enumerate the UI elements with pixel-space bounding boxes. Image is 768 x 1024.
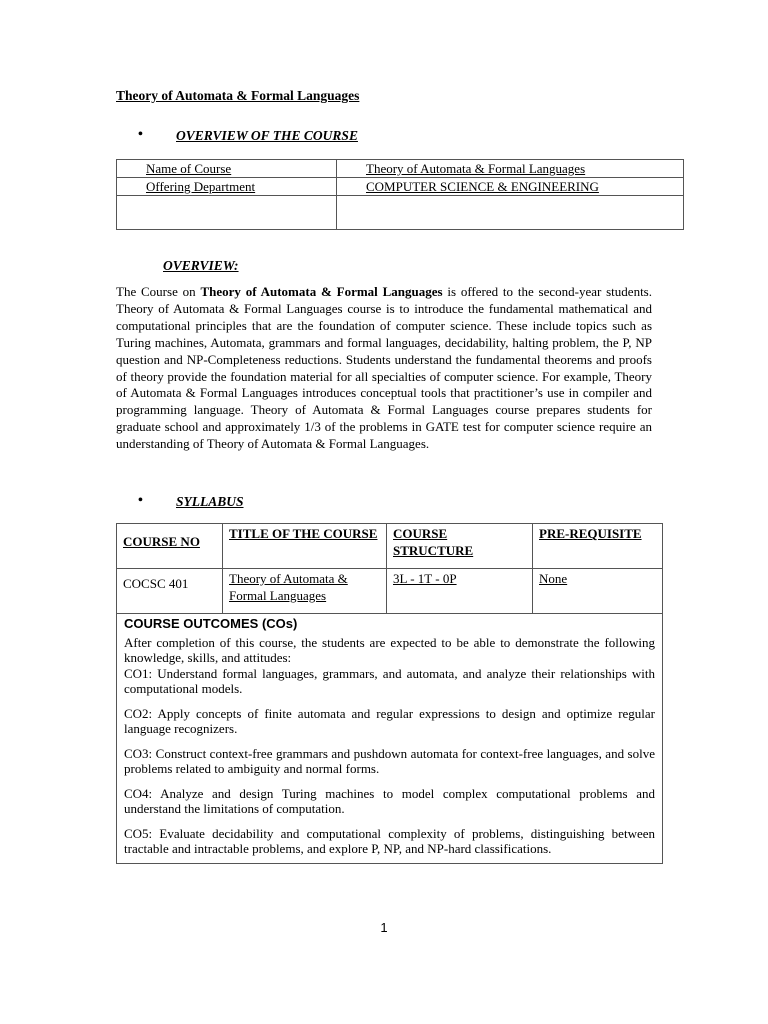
table-row-empty (117, 196, 684, 230)
table-cell-label: Offering Department (117, 178, 337, 196)
table-row (117, 160, 684, 178)
bullet-icon: • (138, 127, 143, 142)
document-title: Theory of Automata & Formal Languages (116, 88, 360, 103)
section-heading-text: OVERVIEW OF THE COURSE (176, 128, 358, 143)
course-outcomes-heading: COURSE OUTCOMES (COs) (124, 616, 298, 631)
table-cell-value: Theory of Automata & Formal Languages (337, 160, 684, 178)
bullet-icon: • (138, 493, 143, 508)
overview-paragraph: The Course on Theory of Automata & Formal Languages is offered to the second-year students. Theory of Automata & Formal Languages course is to introduce the fundamental mathematical and computational principles that are the foundation of computer science. These include topics such as Turing machines, Automata, grammars and formal languages, decidability, halting problem, the P, NP question and NP-Completeness reductions. Students understand the fundamental theorems and proofs of theory provide the foundation material for all specialties of computer science. For example, Theory of Automata & Formal Languages introduces conceptual tools that practitioner’s use in compiler and programming language. Theory of Automata & Formal Languages course prepares students for graduate school and approximately 1/3 of the problems in GATE test for computer science require an understanding of Theory of Automata & Formal Languages. (116, 284, 652, 452)
course-outcome-item: CO4: Analyze and design Turing machines to model complex computational problems and understand the limitations of computation. (124, 785, 655, 816)
table-cell-label: Name of Course (117, 160, 337, 178)
header-prerequisite: PRE-REQUISITE (533, 524, 663, 569)
cell-title: Theory of Automata & Formal Languages (223, 569, 387, 614)
cell-course-no: COCSC 401 (117, 569, 223, 614)
course-outcome-item: CO1: Understand formal languages, grammars, and automata, and analyze their relationships with computational models. (124, 665, 655, 696)
course-outcome-item: CO5: Evaluate decidability and computational complexity of problems, distinguishing between tractable and intractable problems, and explore P, NP, and NP-hard classifications. (124, 825, 655, 856)
course-name-bold: Theory of Automata & Formal Languages (200, 284, 443, 299)
page-number: 1 (380, 920, 388, 935)
course-outcomes-row (117, 614, 663, 864)
course-outcomes-cell (117, 614, 663, 864)
table-row (117, 569, 663, 614)
table-cell-value: COMPUTER SCIENCE & ENGINEERING (337, 178, 684, 196)
section-heading-text: SYLLABUS (176, 494, 244, 509)
table-header-row (117, 524, 663, 569)
table-row (117, 178, 684, 196)
cell-structure: 3L - 1T - 0P (387, 569, 533, 614)
header-structure: COURSE STRUCTURE (387, 524, 533, 569)
course-overview-table (116, 159, 684, 230)
course-outcomes-intro: After completion of this course, the students are expected to be able to demonstrate the following knowledge, skills, and attitudes: (124, 634, 655, 665)
syllabus-table (116, 523, 663, 864)
course-outcome-item: CO3: Construct context-free grammars and pushdown automata for context-free languages, and solve problems related to ambiguity and normal forms. (124, 745, 655, 776)
table-cell-value (337, 196, 684, 230)
cell-prerequisite: None (533, 569, 663, 614)
course-outcome-item: CO2: Apply concepts of finite automata and regular expressions to design and optimize regular language recognizers. (124, 705, 655, 736)
header-title: TITLE OF THE COURSE (223, 524, 387, 569)
table-cell-label (117, 196, 337, 230)
overview-heading: OVERVIEW: (163, 258, 239, 273)
header-course-no: COURSE NO (117, 524, 223, 569)
